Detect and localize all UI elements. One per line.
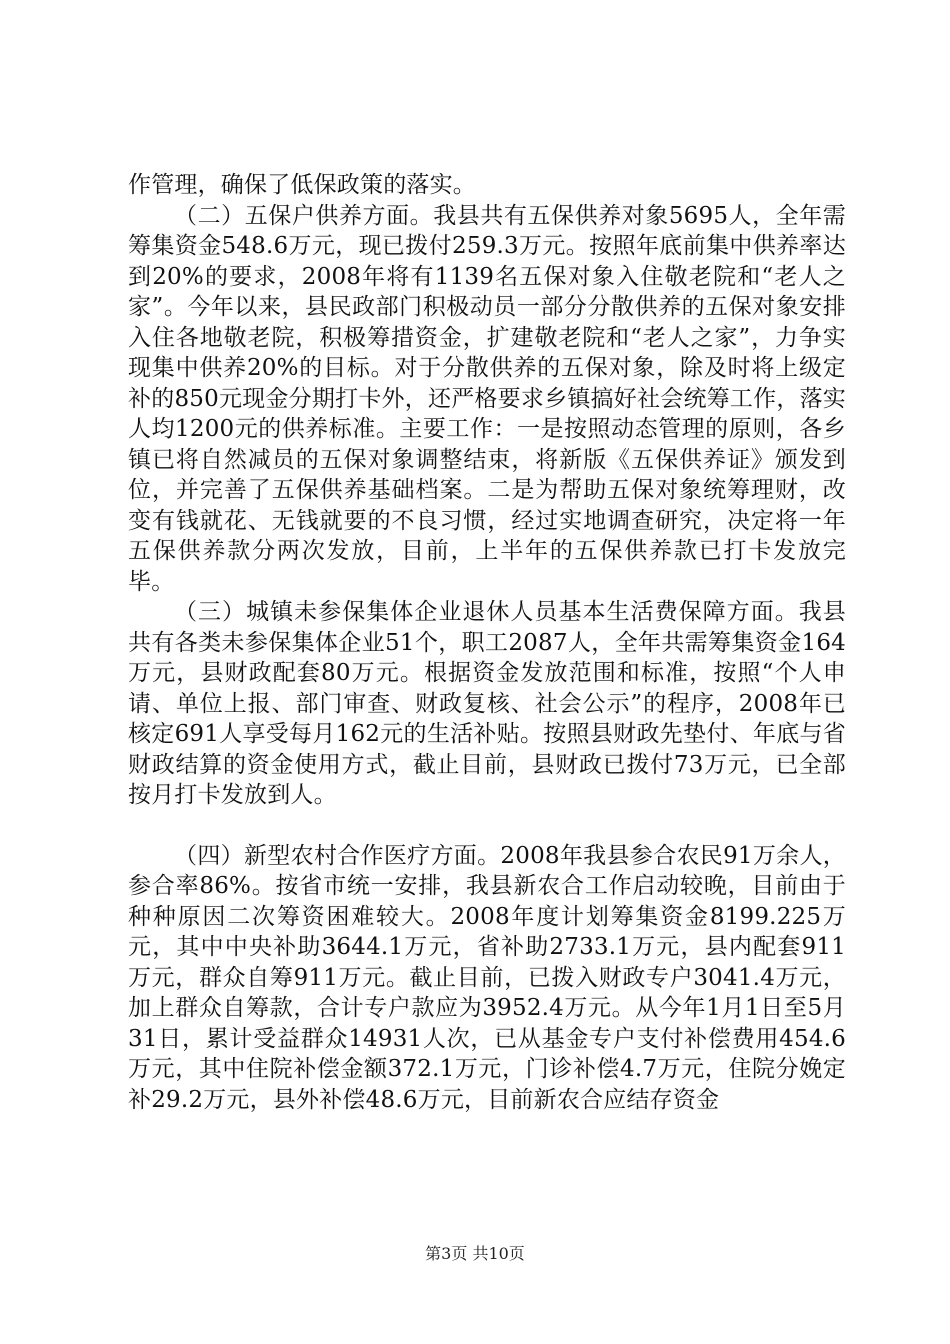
document-body bbox=[128, 170, 846, 1115]
paragraph-rural-medical: （四）新型农村合作医疗方面。2008年我县参合农民91万余人，参合率86%。按省市统一安排，我县新农合工作启动较晚，目前由于种种原因二次筹资困难较大。2008年度计划筹集资金8199.225万元，其中中央补助3644.1万元，省补助2733.1万元，县内配套911万元，群众自筹911万元。截止目前，已拨入财政专户3041.4万元，加上群众自筹款，合计专户款应为3952.4万元。从今年1月1日至5月31日，累计受益群众14931人次，已从基金专户支付补偿费用454.6万元，其中住院补偿金额372.1万元，门诊补偿4.7万元，住院分娩定补29.2万元，县外补偿48.6万元，目前新农合应结存资金 bbox=[128, 842, 846, 1113]
paragraph-retiree-subsidy: （三）城镇未参保集体企业退休人员基本生活费保障方面。我县共有各类未参保集体企业51个，职工2087人，全年共需筹集资金164万元，县财政配套80万元。根据资金发放范围和标准，按照“个人申请、单位上报、部门审查、财政复核、社会公示”的程序，2008年已核定691人享受每月162元的生活补贴。按照县财政先垫付、年底与省财政结算的资金使用方式，截止目前，县财政已拨付73万元，已全部按月打卡发放到人。 bbox=[128, 599, 846, 808]
paragraph-continuation: 作管理，确保了低保政策的落实。 bbox=[128, 172, 476, 198]
paragraph-wubao-support: （二）五保户供养方面。我县共有五保供养对象5695人，全年需筹集资金548.6万元，现已拨付259.3万元。按照年底前集中供养率达到20%的要求，2008年将有1139名五保对象入住敬老院和“老人之家”。今年以来，县民政部门积极动员一部分分散供养的五保对象安排入住各地敬老院，积极筹措资金，扩建敬老院和“老人之家”，力争实现集中供养20%的目标。对于分散供养的五保对象，除及时将上级定补的850元现金分期打卡外，还严格要求乡镇搞好社会统筹工作，落实人均1200元的供养标准。主要工作：一是按照动态管理的原则，各乡镇已将自然减员的五保对象调整结束，将新版《五保供养证》颁发到位，并完善了五保供养基础档案。二是为帮助五保对象统筹理财，改变有钱就花、无钱就要的不良习惯，经过实地调查研究，决定将一年五保供养款分两次发放，目前，上半年的五保供养款已打卡发放完毕。 bbox=[128, 202, 846, 595]
page-number-footer: 第3页 共10页 bbox=[425, 1244, 525, 1263]
